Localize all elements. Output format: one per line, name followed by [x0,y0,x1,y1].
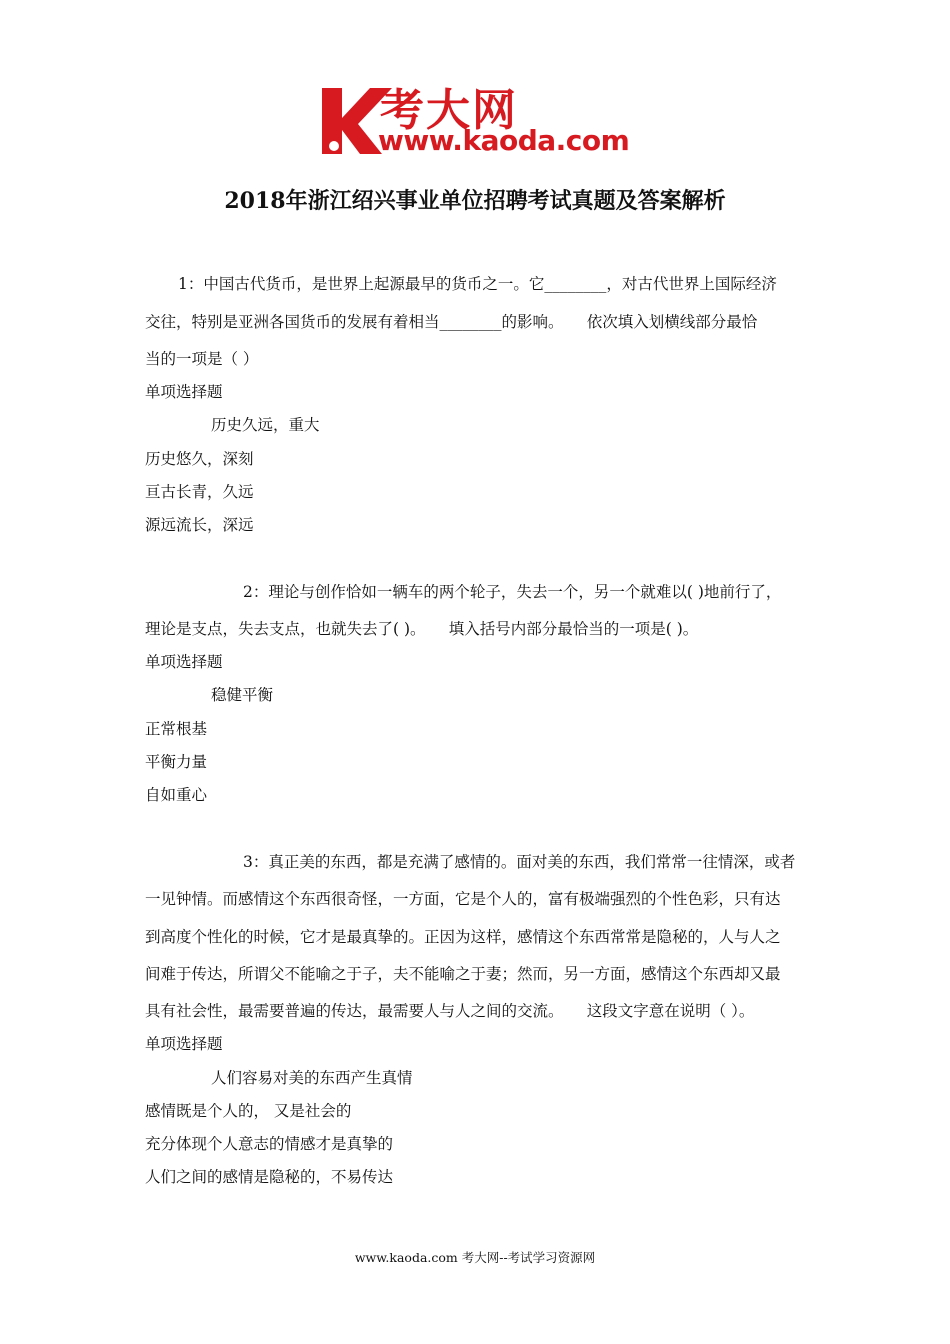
question-1-line-1: 1：中国古代货币，是世界上起源最早的货币之一。它________，对古代世界上国际经济 [178,275,777,293]
question-2-option-a: 稳健平衡 [211,686,274,704]
question-2-option-b: 正常根基 [145,720,208,738]
logo-url-text: www.kaoda.com [378,124,630,157]
question-1-option-a: 历史久远，重大 [211,416,320,434]
question-1-option-d: 源远流长，深远 [145,516,254,534]
question-2-line-2: 理论是支点，失去支点，也就失去了( )。 填入括号内部分最恰当的一项是( )。 [145,620,699,638]
question-3-line-3: 到高度个性化的时候，它才是最真挚的。正因为这样，感情这个东西常常是隐秘的，人与人之 [145,928,781,946]
question-1-option-b: 历史悠久，深刻 [145,450,254,468]
question-2-option-c: 平衡力量 [145,753,208,771]
question-3-option-a: 人们容易对美的东西产生真情 [211,1069,413,1087]
question-3-option-b: 感情既是个人的， 又是社会的 [145,1102,352,1120]
question-1-line-2: 交往，特别是亚洲各国货币的发展有着相当________的影响。 依次填入划横线部分最恰 [145,313,758,331]
question-3-option-c: 充分体现个人意志的情感才是真挚的 [145,1135,394,1153]
question-1-type: 单项选择题 [145,383,223,401]
question-1-option-c: 亘古长青，久远 [145,483,254,501]
question-2-type: 单项选择题 [145,653,223,671]
logo-chinese-text: 考大网 [380,85,518,136]
question-3-line-1: 3：真正美的东西，都是充满了感情的。面对美的东西，我们常常一往情深，或者 [243,853,796,871]
question-1-line-3: 当的一项是（ ） [145,350,259,368]
question-3-line-5: 具有社会性，最需要普遍的传达，最需要人与人之间的交流。 这段文字意在说明（ ）。 [145,1002,755,1020]
kaoda-logo [318,80,638,162]
question-3-type: 单项选择题 [145,1035,223,1053]
document-title: 2018年浙江绍兴事业单位招聘考试真题及答案解析 [224,188,726,214]
question-2-option-d: 自如重心 [145,786,208,804]
question-3-line-4: 间难于传达，所谓父不能喻之于子，夫不能喻之于妻；然而，另一方面，感情这个东西却又最 [145,965,781,983]
page-footer: www.kaoda.com 考大网--考试学习资源网 [354,1250,596,1265]
question-3-line-2: 一见钟情。而感情这个东西很奇怪，一方面，它是个人的，富有极端强烈的个性色彩，只有达 [145,890,781,908]
question-2-line-1: 2：理论与创作恰如一辆车的两个轮子，失去一个，另一个就难以( )地前行了， [243,583,782,601]
question-3-option-d: 人们之间的感情是隐秘的，不易传达 [145,1168,394,1186]
